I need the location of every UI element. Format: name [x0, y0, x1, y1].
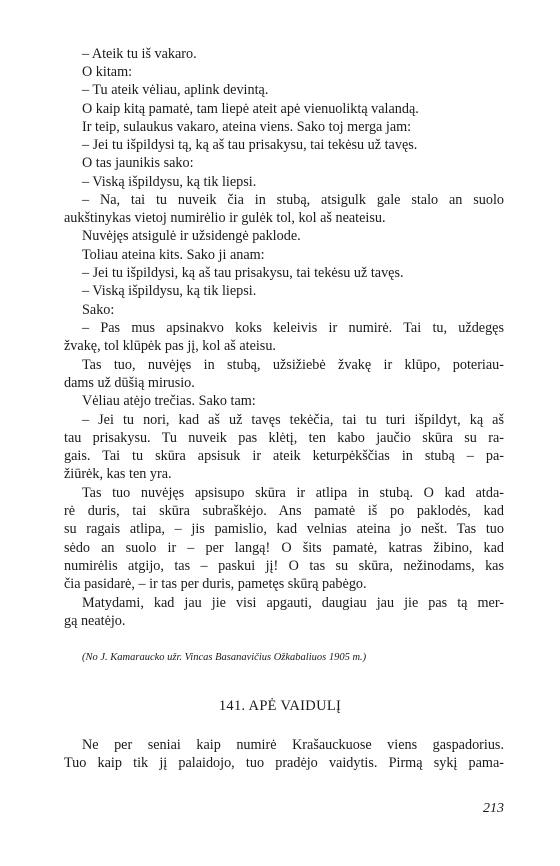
text-line: Ir teip, sulaukus vakaro, ateina viens. Sako toj merga jam:	[82, 119, 412, 135]
text-line: Ne per seniai kaip numirė Krašauckuose viens gaspadorius.	[82, 737, 504, 753]
text-line: žiūrėk, kas ten yra.	[64, 466, 172, 482]
text-line: – Na, tai tu nuveik čia in stubą, atsigulk gale stalo an suolo	[82, 192, 504, 208]
text-line: Sako:	[82, 302, 115, 318]
text-line: rė duris, tai skūra subraškėjo. Ans pamatė iš po paklodės, kad	[64, 503, 504, 519]
text-line: – Pas mus apsinakvo koks keleivis ir numirė. Tai tu, uždegęs	[82, 320, 504, 336]
text-line: – Jei tu išpildysi tą, ką aš tau prisakysu, tai tekėsu už tavęs.	[82, 137, 418, 153]
text-line: Nuvėjęs atsigulė ir užsidengė paklode.	[82, 228, 301, 244]
text-line: – Viską išpildysu, ką tik liepsi.	[82, 283, 257, 299]
text-line: – Jei tu išpildysi, ką aš tau prisakysu, tai tekėsu už tavęs.	[82, 265, 404, 281]
text-line: Vėliau atėjo trečias. Sako tam:	[82, 393, 256, 409]
text-line: – Ateik tu iš vakaro.	[82, 46, 197, 62]
text-line: O kitam:	[82, 64, 133, 80]
text-line: O tas jaunikis sako:	[82, 155, 194, 171]
text-line: Matydami, kad jau jie visi apgauti, daugiau jau jie pas tą mer-	[82, 595, 504, 611]
source-note: (No J. Kamaraucko užr. Vincas Basanavičius Ožkabaliuos 1905 m.)	[82, 652, 367, 663]
text-line: Toliau ateina kits. Sako ji anam:	[82, 247, 265, 263]
text-line: O kaip kitą pamatė, tam liepė ateit apė vienuoliktą valandą.	[82, 101, 419, 117]
page-number: 213	[483, 801, 504, 816]
text-line: tau prisakysu. Tu nuveik pas klėtį, ten kabo jaučio skūra su ra-	[64, 430, 504, 446]
text-line: gais. Tai tu skūra apsisuk ir ateik keturpėkščias in stubą – pa-	[64, 448, 504, 464]
text-line: žvakę, tol klūpėk pas jį, kol aš ateisu.	[64, 338, 276, 354]
text-line: su ragais atlipa, – jis pamislio, kad velnias ateina jo nešt. Tas tuo	[64, 521, 504, 537]
text-line: aukštinykas vietoj numirėlio ir gulėk tol, kol aš neateisu.	[64, 210, 386, 226]
text-line: čia pasidarė, – ir tas per duris, pametęs skūrą pabėgo.	[64, 576, 367, 592]
text-line: gą neatėjo.	[64, 613, 126, 629]
text-line: Tuo kaip tik jį palaidojo, tuo pradėjo vaidytis. Pirmą sykį pama-	[64, 755, 504, 771]
text-line: – Viską išpildysu, ką tik liepsi.	[82, 174, 257, 190]
text-line: numirėlis atgijo, tas – paskui jį! O tas su skūra, nežinodams, kas	[64, 558, 504, 574]
text-line: sėdo an suolo ir – per langą! O šits pamatė, katras žibino, kad	[64, 540, 504, 556]
section-heading: 141. APĖ VAIDULĮ	[218, 698, 342, 714]
text-line: Tas tuo nuvėjęs apsisupo skūra ir atlipa in stubą. O kad atda-	[82, 485, 504, 501]
text-line: Tas tuo, nuvėjęs in stubą, užsižiebė žvakę ir klūpo, poteriau-	[82, 357, 504, 373]
text-line: – Tu ateik vėliau, aplink devintą.	[82, 82, 269, 98]
text-line: – Jei tu nori, kad aš už tavęs tekėčia, tai tu turi išpildyt, ką aš	[82, 412, 504, 428]
text-line: dams už dūšią mirusio.	[64, 375, 195, 391]
